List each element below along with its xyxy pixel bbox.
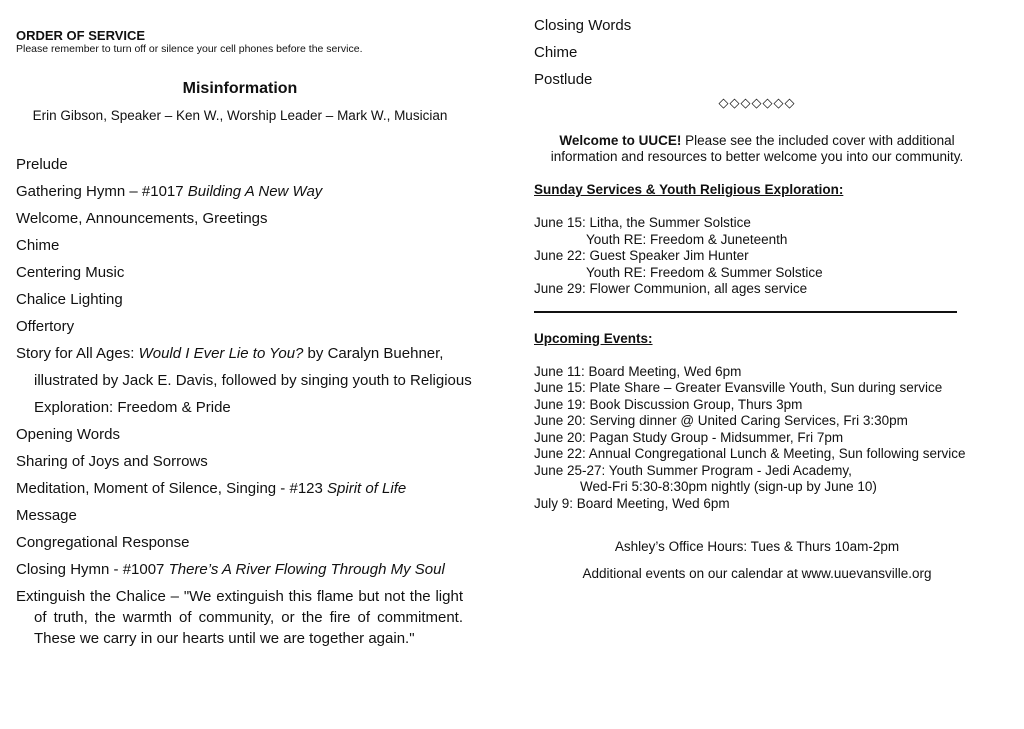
upcoming-events-label: Upcoming Events bbox=[534, 330, 649, 346]
sunday-line: June 29: Flower Communion, all ages service bbox=[534, 281, 808, 296]
sunday-line-youth-re: Youth RE: Freedom & Summer Solstice bbox=[586, 264, 823, 280]
welcome-bold: Welcome to UUCE! bbox=[559, 133, 682, 148]
story-label: Story for All Ages: bbox=[16, 345, 139, 362]
upcoming-events-heading bbox=[534, 330, 994, 347]
event-line: June 25-27: Youth Summer Program - Jedi Academy, bbox=[534, 462, 852, 478]
service-item-centering-music: Centering Music bbox=[16, 264, 125, 281]
closing-hymn-title: There’s A River Flowing Through My Soul bbox=[168, 561, 445, 578]
order-of-service-column bbox=[16, 28, 496, 649]
event-line: June 20: Pagan Study Group - Midsummer, Fri 7pm bbox=[534, 429, 844, 445]
sunday-line: June 22: Guest Speaker Jim Hunter bbox=[534, 248, 749, 263]
office-hours: Ashley’s Office Hours: Tues & Thurs 10am-2pm bbox=[614, 539, 900, 554]
service-credits: Erin Gibson, Speaker – Ken W., Worship Leader – Mark W., Musician bbox=[32, 108, 448, 123]
order-of-service-heading: ORDER OF SERVICE bbox=[16, 28, 146, 43]
meditation-hymn-title: Spirit of Life bbox=[327, 480, 407, 497]
calendar-note: Additional events on our calendar at www.uuevansville.org bbox=[582, 566, 932, 581]
diamond-divider: ◇◇◇◇◇◇◇ bbox=[718, 95, 796, 110]
service-items-list bbox=[16, 151, 496, 649]
service-item-postlude: Postlude bbox=[534, 71, 593, 88]
gathering-hymn-title: Building A New Way bbox=[187, 183, 323, 200]
event-line: June 22: Annual Congregational Lunch & Meeting, Sun following service bbox=[534, 446, 966, 461]
event-line: June 20: Serving dinner @ United Caring Services, Fri 3:30pm bbox=[534, 413, 908, 428]
service-item-chalice-lighting: Chalice Lighting bbox=[16, 291, 123, 308]
sunday-services-list bbox=[534, 215, 994, 298]
event-line: June 19: Book Discussion Group, Thurs 3pm bbox=[534, 396, 803, 412]
upcoming-events-colon: : bbox=[648, 330, 653, 346]
announcements-column bbox=[534, 12, 994, 582]
service-item-extinguish-chalice: Extinguish the Chalice – "We extinguish this flame but not the light of truth, the warmth of community, or the fire of commitment. These we carry in our hearts until we are together again." bbox=[16, 588, 463, 647]
closing-hymn-label: Closing Hymn - #1007 bbox=[16, 561, 169, 578]
section-divider bbox=[534, 311, 957, 313]
story-title: Would I Ever Lie to You? bbox=[138, 345, 304, 362]
service-item-congregational-response: Congregational Response bbox=[16, 534, 190, 551]
sunday-services-heading: Sunday Services & Youth Religious Exploration: bbox=[534, 182, 844, 197]
service-item-welcome: Welcome, Announcements, Greetings bbox=[16, 210, 268, 227]
welcome-text: Please see the included cover with additional information and resources to better welcome you into our community. bbox=[550, 133, 964, 164]
service-item-joys-sorrows: Sharing of Joys and Sorrows bbox=[16, 453, 208, 470]
service-item-offertory: Offertory bbox=[16, 318, 75, 335]
service-item-opening-words: Opening Words bbox=[16, 426, 120, 443]
gathering-hymn-label: Gathering Hymn – #1017 bbox=[16, 183, 188, 200]
service-item-prelude: Prelude bbox=[16, 156, 68, 173]
event-line: June 15: Plate Share – Greater Evansville Youth, Sun during service bbox=[534, 380, 943, 395]
service-item-gathering-hymn bbox=[16, 178, 496, 205]
story-continuation-2: Exploration: Freedom & Pride bbox=[34, 399, 231, 416]
service-item-closing-words: Closing Words bbox=[534, 17, 632, 34]
meditation-label: Meditation, Moment of Silence, Singing - #123 bbox=[16, 480, 328, 497]
service-item-meditation bbox=[16, 475, 496, 502]
service-item-message: Message bbox=[16, 507, 77, 524]
story-continuation-1: illustrated by Jack E. Davis, followed by singing youth to Religious bbox=[34, 372, 472, 389]
event-line: June 11: Board Meeting, Wed 6pm bbox=[534, 363, 742, 379]
service-item-closing-hymn bbox=[16, 556, 496, 583]
service-item-chime-2: Chime bbox=[534, 44, 578, 61]
sermon-title: Misinformation bbox=[182, 80, 298, 97]
upcoming-events-list bbox=[534, 364, 994, 513]
service-item-chime: Chime bbox=[16, 237, 60, 254]
event-line-continuation: Wed-Fri 5:30-8:30pm nightly (sign-up by June 10) bbox=[580, 479, 877, 494]
story-author: by Caralyn Buehner, bbox=[303, 345, 444, 362]
cell-phone-note: Please remember to turn off or silence your cell phones before the service. bbox=[16, 43, 363, 55]
welcome-message bbox=[534, 133, 980, 165]
sunday-line: June 15: Litha, the Summer Solstice bbox=[534, 215, 751, 230]
sunday-line-youth-re: Youth RE: Freedom & Juneteenth bbox=[586, 231, 788, 247]
event-line: July 9: Board Meeting, Wed 6pm bbox=[534, 495, 730, 511]
service-item-story bbox=[16, 340, 496, 421]
